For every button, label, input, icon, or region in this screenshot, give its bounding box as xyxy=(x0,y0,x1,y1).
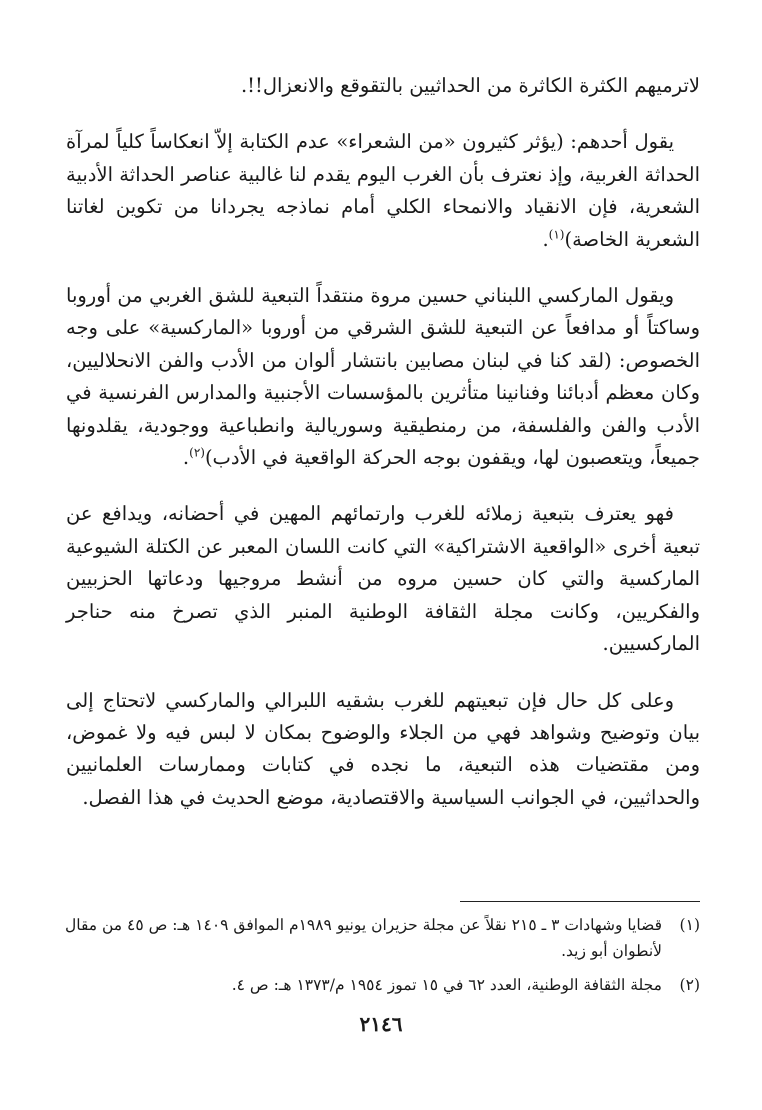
footnote-1 xyxy=(60,912,700,964)
paragraph-gap xyxy=(66,256,700,280)
paragraph-3-text: ويقول الماركسي اللبناني حسين مروة منتقداً التبعية للشق الغربي من أوروبا وساكتاً أو مدافعاً عن التبعية للشق الشرقي من أوروبا «الماركسية» على وجه الخصوص: (لقد كنا في لبنان مصابين بانتشار ألوان من الأدب والفن الانحلاليين، وكان معظم أدبائنا وفنانينا متأثرين بالمؤسسات الأجنبية والمدارس الفرنسية في الأدب والفن والفلسفة، من رمنطيقية وسوريالية وانطباعية ووجودية، يقلدونها جميعاً، ويتعصبون لها، ويقفون بوجه الحركة الواقعية في الأدب) xyxy=(66,284,700,470)
footnote-divider xyxy=(460,901,700,902)
paragraph-gap xyxy=(66,102,700,126)
footnote-1-number: (١) xyxy=(679,916,700,934)
paragraph-2-text: يقول أحدهم: (يؤثر كثيرون «من الشعراء» عدم الكتابة إلاّ انعكاساً كلياً لمرآة الحداثة الغربية، وإذ نعترف بأن الغرب اليوم يقدم لنا غالبية عناصر الحداثة الأدبية الشعرية، فإن الانقياد والانمحاء الكلي أمام نماذجه يجردانا من تكوين لغاتنا الشعرية الخاصة) xyxy=(66,130,700,251)
paragraph-1: لاترميهم الكثرة الكاثرة من الحداثيين بالتقوقع والانعزال!!. xyxy=(240,74,700,97)
paragraph-2 xyxy=(66,126,700,256)
footnotes xyxy=(60,912,700,1006)
paragraph-gap xyxy=(66,661,700,685)
page-body xyxy=(66,70,700,814)
paragraph-5: وعلى كل حال فإن تبعيتهم للغرب بشقيه اللبرالي والماركسي لاتحتاج إلى بيان وتوضيح وشواهد فهي من الجلاء والوضوح بمكان لا لبس فيه ولا غموض، ومن مقتضيات هذه التبعية، ما نجده في كتابات وممارسات العلمانيين والحداثيين، في الجوانب السياسية والاقتصادية، موضع الحديث في هذا الفصل. xyxy=(66,688,700,809)
footnote-2-number: (٢) xyxy=(679,976,700,994)
footnote-2-text: مجلة الثقافة الوطنية، العدد ٦٢ في ١٥ تموز ١٩٥٤ م/١٣٧٣ هـ: ص ٤. xyxy=(231,976,662,994)
footnote-1-text: قضايا وشهادات ٣ ـ ٢١٥ نقلاً عن مجلة حزيران يونيو ١٩٨٩م الموافق ١٤٠٩ هـ: ص ٤٥ من مقال لأنطوان أبو زيد. xyxy=(64,916,662,960)
paragraph-2-end: . xyxy=(542,227,549,251)
paragraph-gap xyxy=(66,474,700,498)
page-number: ٢١٤٦ xyxy=(359,1012,403,1036)
footnote-ref-2[interactable]: (٢) xyxy=(189,445,205,460)
footnote-ref-1[interactable]: (١) xyxy=(548,227,565,242)
paragraph-3-end: . xyxy=(182,446,190,470)
paragraph-4: فهو يعترف بتبعية زملائه للغرب وارتمائهم المهين في أحضانه، ويدافع عن تبعية أخرى «الواقعية الاشتراكية» التي كانت اللسان المعبر عن الكتلة الشيوعية الماركسية والتي كان حسين مروه من أنشط مروجيها ودعاتها الحزبيين والفكريين، وكانت مجلة الثقافة الوطنية المنبر الذي تصرخ منه حناجر الماركسيين. xyxy=(66,502,700,656)
paragraph-3 xyxy=(66,280,700,474)
footnote-2 xyxy=(60,972,700,998)
